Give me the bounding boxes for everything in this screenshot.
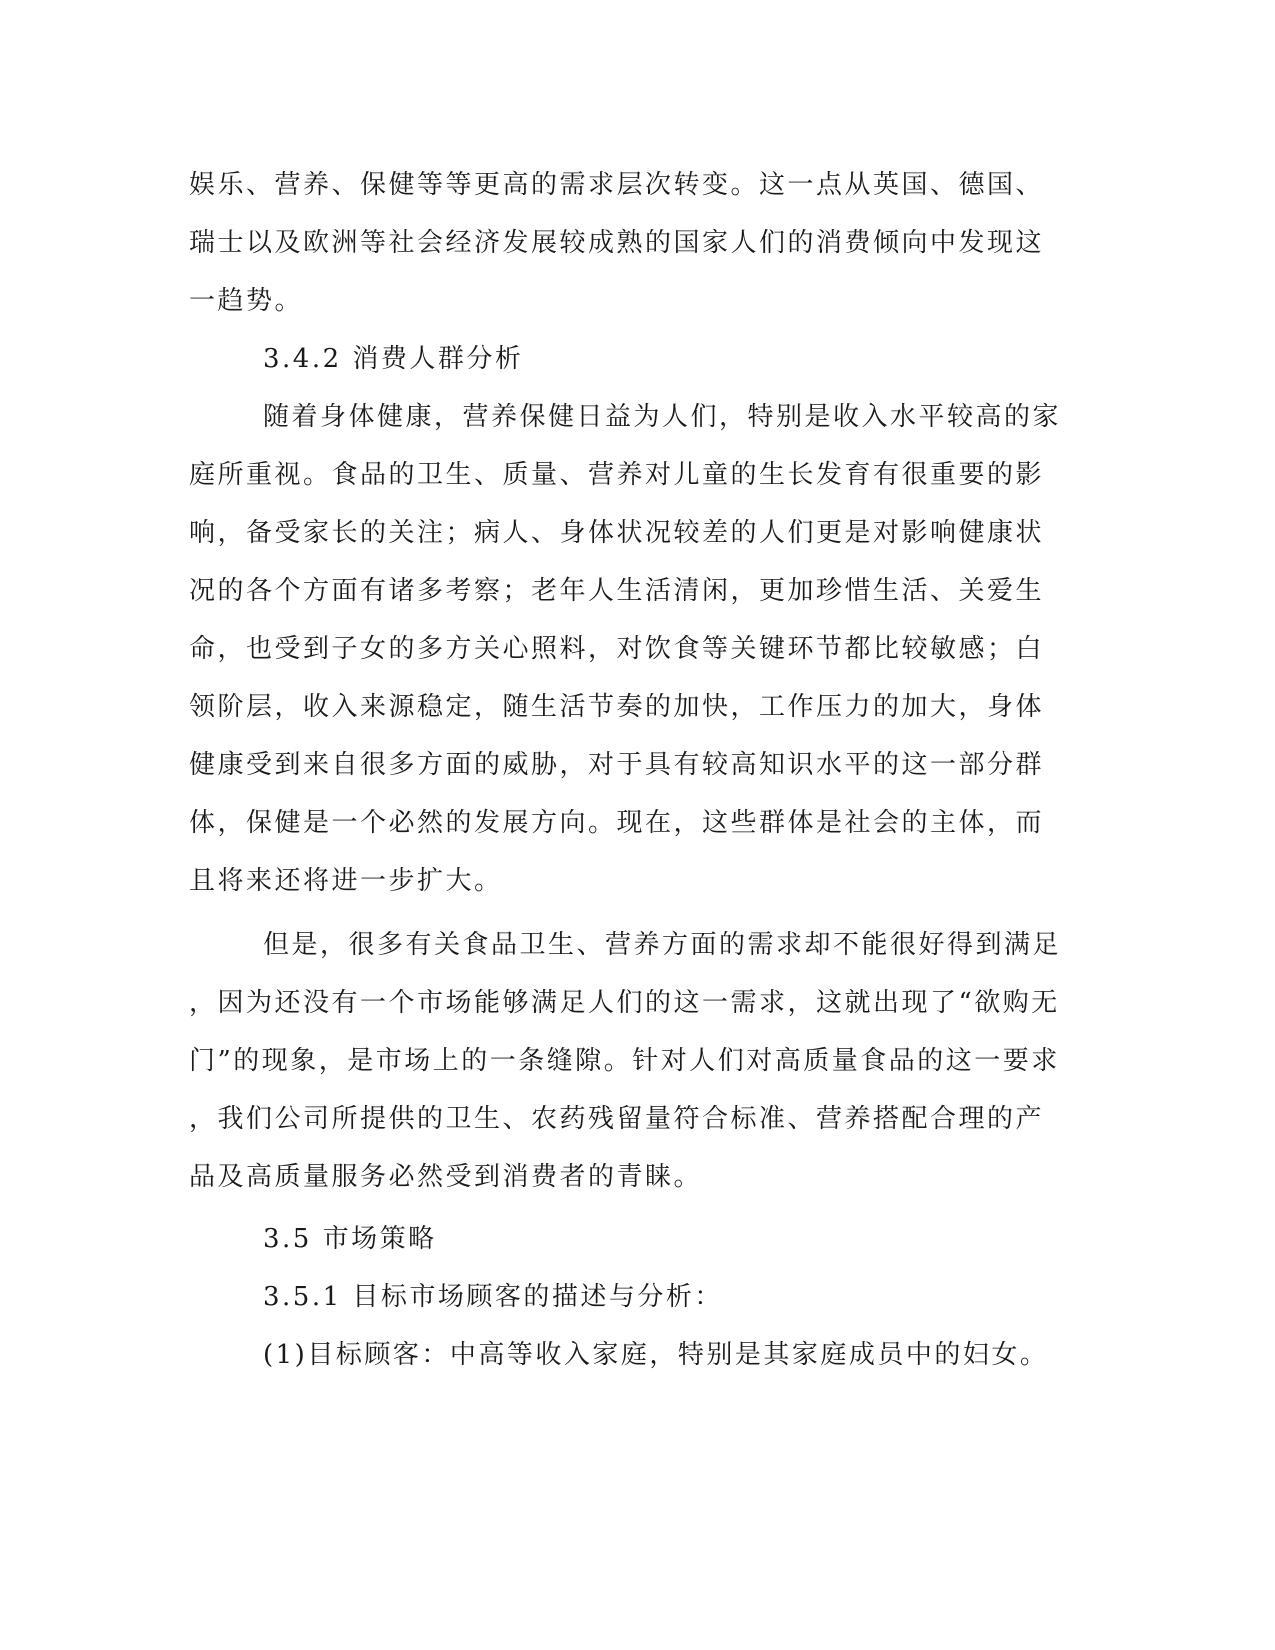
section-heading: 3.4.2 消费人群分析 <box>263 344 524 374</box>
paragraph-line: ，我们公司所提供的卫生、农药残留量符合标准、营养搭配合理的产 <box>189 1104 1045 1134</box>
paragraph-line: 庭所重视。食品的卫生、质量、营养对儿童的生长发育有很重要的影 <box>189 460 1045 490</box>
paragraph-line: 领阶层，收入来源稳定，随生活节奏的加快，工作压力的加大，身体 <box>189 692 1045 722</box>
paragraph-line: 一趋势。 <box>189 286 304 316</box>
paragraph-line: 且将来还将进一步扩大。 <box>189 866 503 896</box>
paragraph-line: 命，也受到子女的多方关心照料，对饮食等关键环节都比较敏感；白 <box>189 634 1045 664</box>
paragraph-line: ，因为还没有一个市场能够满足人们的这一需求，这就出现了“欲购无 <box>189 988 1060 1018</box>
paragraph-line: 响，备受家长的关注；病人、身体状况较差的人们更是对影响健康状 <box>189 518 1045 548</box>
paragraph-line: 门”的现象，是市场上的一条缝隙。针对人们对高质量食品的这一要求 <box>189 1046 1060 1076</box>
paragraph-line: 瑞士以及欧洲等社会经济发展较成熟的国家人们的消费倾向中发现这 <box>189 228 1045 258</box>
paragraph-line: 娱乐、营养、保健等等更高的需求层次转变。这一点从英国、德国、 <box>189 170 1045 200</box>
paragraph-line: 况的各个方面有诸多考察；老年人生活清闲，更加珍惜生活、关爱生 <box>189 576 1045 606</box>
list-item: (1)目标顾客：中高等收入家庭，特别是其家庭成员中的妇女。 <box>263 1340 1049 1370</box>
paragraph-line: 健康受到来自很多方面的威胁，对于具有较高知识水平的这一部分群 <box>189 750 1045 780</box>
paragraph-line: 但是，很多有关食品卫生、营养方面的需求却不能很好得到满足 <box>263 930 1062 960</box>
subsection-heading: 3.5.1 目标市场顾客的描述与分析： <box>263 1282 723 1312</box>
section-heading: 3.5 市场策略 <box>263 1224 437 1254</box>
paragraph-line: 随着身体健康，营养保健日益为人们，特别是收入水平较高的家 <box>263 402 1062 432</box>
paragraph-line: 体，保健是一个必然的发展方向。现在，这些群体是社会的主体，而 <box>189 808 1045 838</box>
paragraph-line: 品及高质量服务必然受到消费者的青睐。 <box>189 1162 703 1192</box>
